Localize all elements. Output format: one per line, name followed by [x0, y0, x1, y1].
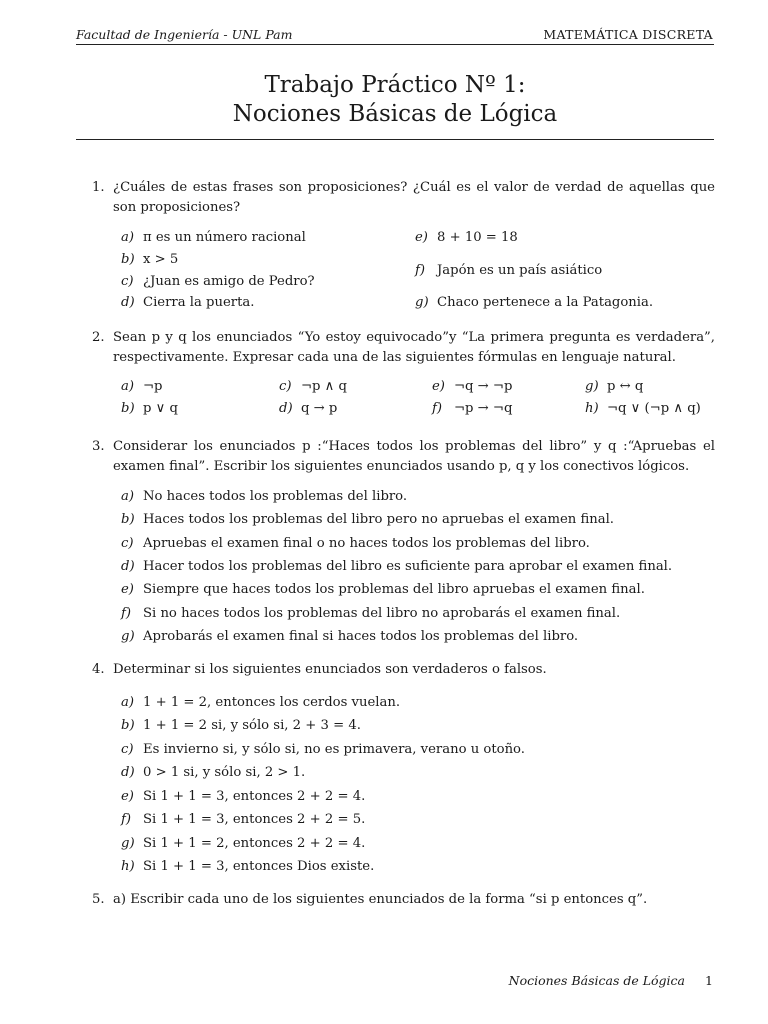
q3-item-b: b) Haces todos los problemas del libro pero no apruebas el examen final.: [121, 512, 615, 527]
q1-item-c: c) ¿Juan es amigo de Pedro?: [121, 274, 315, 289]
q4-item-f: f) Si 1 + 1 = 3, entonces 2 + 2 = 5.: [121, 812, 366, 827]
q2-item-e: e) ¬q → ¬p: [432, 379, 513, 394]
header-divider: [76, 44, 714, 45]
q3-item-g: g) Aprobarás el examen final si haces todos los problemas del libro.: [121, 629, 579, 644]
q1-item-e: e) 8 + 10 = 18: [415, 230, 518, 245]
q2-item-c: c) ¬p ∧ q: [279, 379, 347, 394]
q3-item-a: a) No haces todos los problemas del libro.: [121, 489, 408, 504]
q4-item-d: d) 0 > 1 si, y sólo si, 2 > 1.: [121, 765, 306, 780]
footer-title: Nociones Básicas de Lógica: [508, 973, 685, 988]
q4-item-h: h) Si 1 + 1 = 3, entonces Dios existe.: [121, 859, 375, 874]
q4-item-b: b) 1 + 1 = 2 si, y sólo si, 2 + 3 = 4.: [121, 718, 361, 733]
q3-item-f: f) Si no haces todos los problemas del libro no aprobarás el examen final.: [121, 606, 621, 621]
q1-item-g: g) Chaco pertenece a la Patagonia.: [415, 295, 654, 310]
q2-item-d: d) q → p: [279, 401, 338, 416]
page-number: 1: [705, 973, 713, 988]
title-line-2: Nociones Básicas de Lógica: [232, 101, 558, 127]
header-right: MATEMÁTICA DISCRETA: [543, 27, 713, 42]
q3-item-e: e) Siempre que haces todos los problemas del libro apruebas el examen final.: [121, 582, 645, 597]
q4-item-a: a) 1 + 1 = 2, entonces los cerdos vuelan.: [121, 695, 401, 710]
q1-item-b: b) x > 5: [121, 252, 179, 267]
q4-item-c: c) Es invierno si, y sólo si, no es primavera, verano u otoño.: [121, 742, 525, 757]
q2-number: 2.: [92, 330, 105, 345]
q1-text: ¿Cuáles de estas frases son proposiciones? ¿Cuál es el valor de verdad de aquellas que son proposiciones?: [113, 180, 715, 215]
q4-item-g: g) Si 1 + 1 = 2, entonces 2 + 2 = 4.: [121, 836, 366, 851]
q2-item-a: a) ¬p: [121, 379, 163, 394]
q5-text: a) Escribir cada uno de los siguientes enunciados de la forma “si p entonces q”.: [113, 892, 648, 907]
q1-item-a: a) π es un número racional: [121, 230, 306, 245]
q2-item-h: h) ¬q ∨ (¬p ∧ q): [585, 401, 701, 416]
q4-number: 4.: [92, 662, 105, 677]
q5-number: 5.: [92, 892, 105, 907]
q4-text: Determinar si los siguientes enunciados son verdaderos o falsos.: [113, 662, 547, 677]
title-line-1: Trabajo Práctico Nº 1:: [264, 72, 526, 98]
q2-item-f: f) ¬p → ¬q: [432, 401, 513, 416]
q2-item-b: b) p ∨ q: [121, 401, 178, 416]
title-divider: [76, 139, 714, 140]
q3-item-c: c) Apruebas el examen final o no haces todos los problemas del libro.: [121, 536, 590, 551]
q4-item-e: e) Si 1 + 1 = 3, entonces 2 + 2 = 4.: [121, 789, 366, 804]
q1-item-d: d) Cierra la puerta.: [121, 295, 255, 310]
q1-item-f: f) Japón es un país asiático: [415, 263, 603, 278]
q1-number: 1.: [92, 180, 105, 195]
header-left: Facultad de Ingeniería - UNL Pam: [76, 27, 293, 42]
q2-item-g: g) p ↔ q: [585, 379, 644, 394]
q3-text: Considerar los enunciados p :“Haces todos los problemas del libro” y q :“Apruebas el examen final”. Escribir los siguientes enunciados usando p, q y los conectivos lógicos.: [113, 439, 715, 474]
q3-item-d: d) Hacer todos los problemas del libro es suficiente para aprobar el examen final.: [121, 559, 673, 574]
q3-number: 3.: [92, 439, 105, 454]
q2-text: Sean p y q los enunciados “Yo estoy equivocado”y “La primera pregunta es verdadera”, respectivamente. Expresar cada una de las siguientes fórmulas en lenguaje natural.: [113, 330, 715, 365]
